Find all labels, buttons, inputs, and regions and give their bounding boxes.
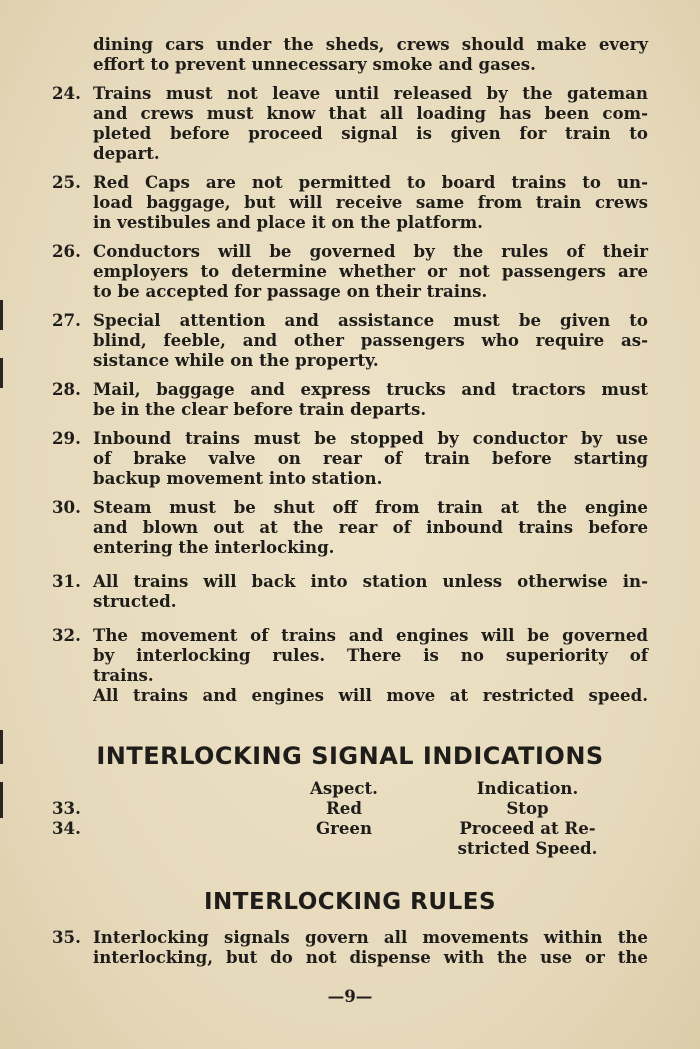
rule-32 [52, 625, 648, 705]
text-line: employers to determine whether or not passengers are [93, 261, 648, 281]
text-line: trains. [93, 665, 154, 685]
rule-35 [52, 927, 648, 967]
binding-mark [0, 782, 3, 818]
rule-number: 28. [52, 379, 81, 399]
text-line: and crews must know that all loading has been com- [93, 103, 648, 123]
rules-list-continued [52, 927, 648, 976]
rule-28 [52, 379, 648, 419]
text-line: blind, feeble, and other passengers who require as- [93, 330, 648, 350]
text-line: by interlocking rules. There is no superiority of [93, 645, 648, 665]
rule-number: 27. [52, 310, 81, 330]
rule-number: 29. [52, 428, 81, 448]
text-line: Red Caps are not permitted to board trains to un- [93, 172, 648, 192]
binding-mark [0, 358, 3, 388]
text-line: load baggage, but will receive same from train crews [93, 192, 648, 212]
rule-number: 32. [52, 625, 81, 645]
text-line: All trains will back into station unless otherwise in- [93, 571, 648, 591]
text-line: entering the interlocking. [93, 537, 335, 557]
table-row-continuation [52, 838, 648, 858]
rules-heading: INTERLOCKING RULES [203, 889, 497, 915]
rule-number: 24. [52, 83, 81, 103]
page-number: —9— [327, 986, 373, 1006]
text-line: effort to prevent unnecessary smoke and gases. [93, 54, 536, 74]
text-line: backup movement into station. [93, 468, 383, 488]
text-line: dining cars under the sheds, crews should make every [93, 34, 648, 54]
text-line: Inbound trains must be stopped by conductor by use [93, 428, 648, 448]
aspect-cell: Red [326, 798, 362, 818]
text-line: to be accepted for passage on their trains. [93, 281, 488, 301]
aspect-cell: Green [315, 818, 373, 838]
text-line: pleted before proceed signal is given for train to [93, 123, 648, 143]
text-line: of brake valve on rear of train before starting [93, 448, 648, 468]
signal-indications-table [52, 778, 648, 858]
text-line: Mail, baggage and express trucks and tractors must [93, 379, 648, 399]
rule-number: 31. [52, 571, 81, 591]
table-row [52, 798, 648, 818]
rule-number: 26. [52, 241, 81, 261]
text-line: interlocking, but do not dispense with the use or the [93, 947, 648, 967]
signals-heading: INTERLOCKING SIGNAL INDICATIONS [96, 742, 604, 770]
text-line: in vestibules and place it on the platform. [93, 212, 483, 232]
rule-31 [52, 571, 648, 611]
rule-27 [52, 310, 648, 370]
text-line: sistance while on the property. [93, 350, 379, 370]
aspect-header: Aspect. [310, 778, 378, 798]
rule-number: 34. [52, 818, 81, 838]
rule-30 [52, 497, 648, 557]
indication-cell: Stop [506, 798, 549, 818]
text-line: All trains and engines will move at restricted speed. [93, 685, 648, 705]
text-line: The movement of trains and engines will be governed [93, 625, 648, 645]
rule-29 [52, 428, 648, 488]
binding-mark [0, 300, 3, 330]
text-line: Special attention and assistance must be given to [93, 310, 648, 330]
indication-cell: Proceed at Re- [459, 818, 596, 838]
continued-paragraph [52, 34, 648, 74]
rule-number: 35. [52, 927, 81, 947]
rule-26 [52, 241, 648, 301]
table-header [52, 778, 648, 798]
text-line: Conductors will be governed by the rules of their [93, 241, 648, 261]
text-line: be in the clear before train departs. [93, 399, 427, 419]
text-line: depart. [93, 143, 160, 163]
rule-number: 33. [52, 798, 81, 818]
text-line: Steam must be shut off from train at the engine [93, 497, 648, 517]
rule-25 [52, 172, 648, 232]
text-line: Interlocking signals govern all movements within the [93, 927, 648, 947]
text-line: structed. [93, 591, 177, 611]
rules-list [52, 34, 648, 714]
table-row [52, 818, 648, 838]
rule-24 [52, 83, 648, 163]
text-line: and blown out at the rear of inbound trains before [93, 517, 648, 537]
indication-cell: stricted Speed. [457, 838, 598, 858]
text-line: Trains must not leave until released by the gateman [93, 83, 648, 103]
rule-number: 25. [52, 172, 81, 192]
indication-header: Indication. [476, 778, 579, 798]
rule-number: 30. [52, 497, 81, 517]
